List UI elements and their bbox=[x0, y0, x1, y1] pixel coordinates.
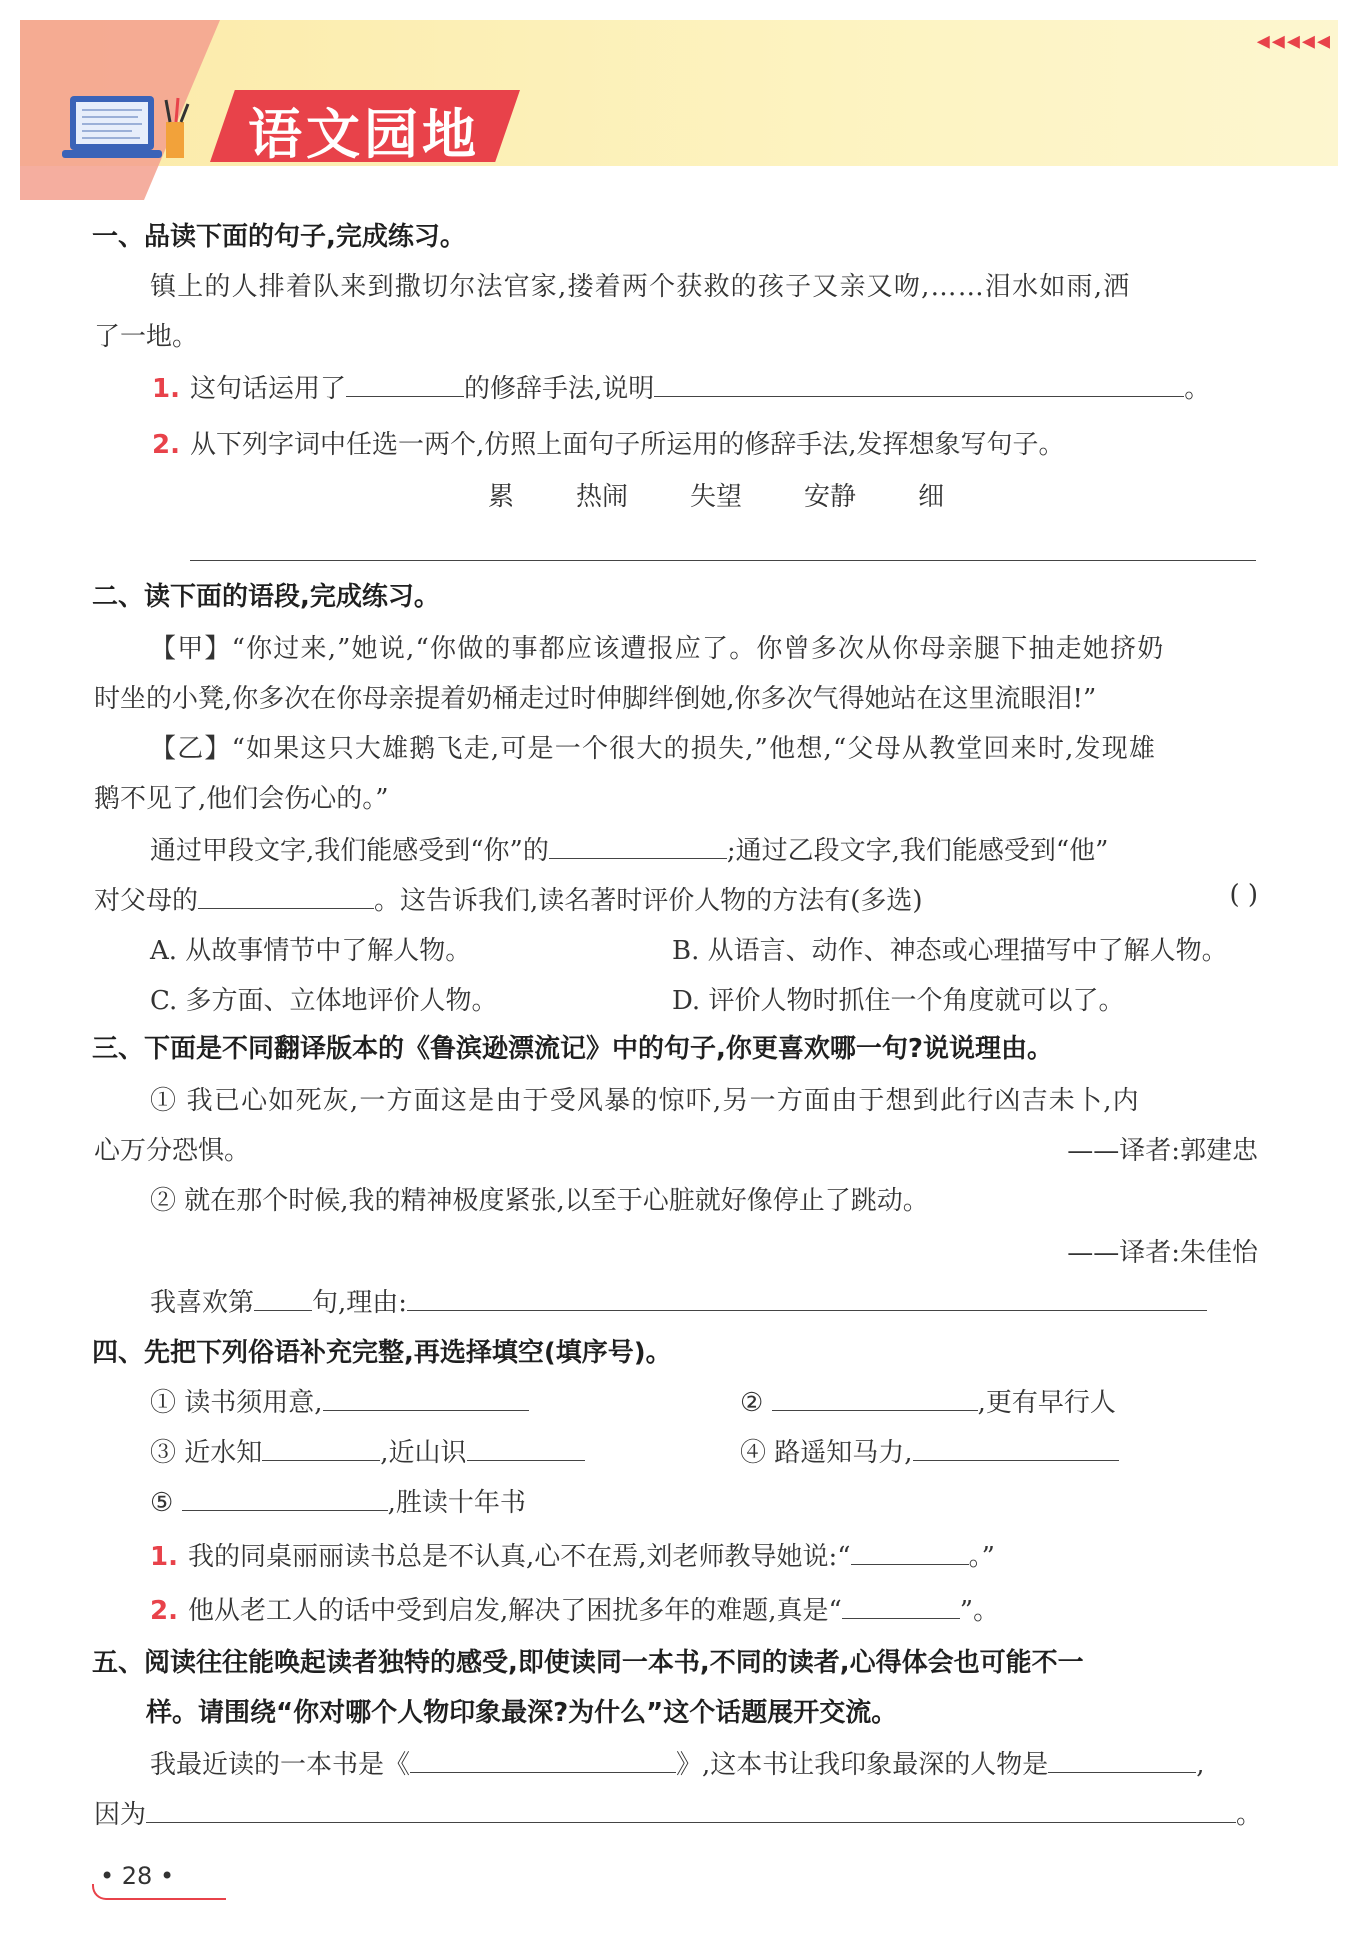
option-a[interactable]: A. 从故事情节中了解人物。 bbox=[150, 936, 472, 966]
s1-question-2: 2. 从下列字词中任选一两个,仿照上面句子所运用的修辞手法,发挥想象写句子。 bbox=[152, 430, 1065, 460]
word-item: 失望 bbox=[690, 482, 743, 512]
option-c[interactable]: C. 多方面、立体地评价人物。 bbox=[150, 986, 498, 1016]
choice-paren[interactable]: ( ) bbox=[1229, 880, 1258, 910]
ni-trait-blank[interactable] bbox=[549, 836, 727, 859]
because-blank[interactable] bbox=[146, 1800, 1236, 1823]
section-5-title-line2: 样。请围绕“你对哪个人物印象最深?为什么”这个话题展开交流。 bbox=[146, 1698, 898, 1728]
s1-question-1: 1. 这句话运用了 的修辞手法,说明 。 bbox=[152, 374, 1211, 404]
reason-blank[interactable] bbox=[407, 1288, 1207, 1311]
page-title: 语文园地 bbox=[248, 103, 480, 166]
page-number: • 28 • bbox=[100, 1862, 175, 1890]
character-blank[interactable] bbox=[1048, 1750, 1196, 1773]
proverb-1: ① 读书须用意, bbox=[150, 1382, 529, 1419]
section-5-title-line1: 五、阅读往往能唤起读者独特的感受,即使读同一本书,不同的读者,心得体会也可能不一 bbox=[92, 1648, 1084, 1678]
s3-answer: 我喜欢第 句,理由: bbox=[150, 1282, 1207, 1319]
s4-question-2: 2. 他从老工人的话中受到启发,解决了困扰多年的难题,真是“ ”。 bbox=[150, 1596, 1000, 1626]
proverb-2-blank[interactable] bbox=[772, 1388, 978, 1411]
ta-feeling-blank[interactable] bbox=[198, 886, 374, 909]
book-title-blank[interactable] bbox=[410, 1750, 676, 1773]
proverb-3-blank-a[interactable] bbox=[262, 1438, 380, 1461]
s4-question-1: 1. 我的同桌丽丽读书总是不认真,心不在焉,刘老师教导她说:“ 。” bbox=[150, 1542, 995, 1572]
word-item: 累 bbox=[488, 482, 515, 512]
section-2-title: 二、读下面的语段,完成练习。 bbox=[92, 582, 440, 612]
word-item: 细 bbox=[918, 482, 945, 512]
s3-translation-2: ② 就在那个时候,我的精神极度紧张,以至于心脏就好像停止了跳动。 bbox=[150, 1186, 929, 1216]
s4-q1-blank[interactable] bbox=[851, 1542, 969, 1565]
answer-line[interactable] bbox=[190, 560, 1256, 561]
proverb-5-blank[interactable] bbox=[182, 1488, 388, 1511]
s5-answer-line2: 因为 。 bbox=[94, 1800, 1263, 1830]
option-b[interactable]: B. 从语言、动作、神态或心理描写中了解人物。 bbox=[672, 936, 1228, 966]
translator-2: ——译者:朱佳怡 bbox=[1067, 1238, 1258, 1268]
s2-question-line2: 对父母的 。这告诉我们,读名著时评价人物的方法有(多选) bbox=[94, 886, 923, 916]
proverb-4: ④ 路遥知马力, bbox=[740, 1432, 1119, 1469]
word-item: 安静 bbox=[804, 482, 857, 512]
s2-yi-line2: 鹅不见了,他们会伤心的。” bbox=[94, 784, 389, 814]
proverb-1-blank[interactable] bbox=[323, 1388, 529, 1411]
proverb-4-blank[interactable] bbox=[913, 1438, 1119, 1461]
s2-yi-line1: 【乙】“如果这只大雄鹅飞走,可是一个很大的损失,”他想,“父母从教堂回来时,发现雄 bbox=[150, 734, 1157, 764]
s2-jia-line1: 【甲】“你过来,”她说,“你做的事都应该遭报应了。你曾多次从你母亲腿下抽走她挤奶 bbox=[150, 634, 1165, 664]
word-item: 热闹 bbox=[576, 482, 629, 512]
s5-answer-line1: 我最近读的一本书是《 》,这本书让我印象最深的人物是 , bbox=[150, 1750, 1205, 1780]
s2-jia-line2: 时坐的小凳,你多次在你母亲提着奶桶走过时伸脚绊倒她,你多次气得她站在这里流眼泪!” bbox=[94, 684, 1097, 714]
proverb-3: ③ 近水知 ,近山识 bbox=[150, 1432, 585, 1469]
s1-quote-line2: 了一地。 bbox=[94, 322, 199, 352]
laptop-icon bbox=[62, 92, 192, 164]
s3-translation-1-line1: ① 我已心如死灰,一方面这是由于受风暴的惊吓,另一方面由于想到此行凶吉未卜,内 bbox=[150, 1086, 1140, 1116]
explain-blank[interactable] bbox=[654, 374, 1184, 397]
section-3-title: 三、下面是不同翻译版本的《鲁滨逊漂流记》中的句子,你更喜欢哪一句?说说理由。 bbox=[92, 1034, 1053, 1064]
word-list bbox=[488, 476, 1006, 513]
s1-quote-line1: 镇上的人排着队来到撒切尔法官家,搂着两个获救的孩子又亲又吻,……泪水如雨,洒 bbox=[150, 272, 1131, 302]
decorative-arrows-icon: ◂◂◂◂◂ bbox=[1256, 26, 1332, 56]
proverb-5: ⑤ ,胜读十年书 bbox=[150, 1488, 526, 1518]
option-d[interactable]: D. 评价人物时抓住一个角度就可以了。 bbox=[672, 986, 1125, 1016]
proverb-3-blank-b[interactable] bbox=[467, 1438, 585, 1461]
s2-question-line1: 通过甲段文字,我们能感受到“你”的 ;通过乙段文字,我们能感受到“他” bbox=[150, 836, 1109, 866]
translator-1: ——译者:郭建忠 bbox=[1067, 1136, 1258, 1166]
page-number-decoration bbox=[92, 1884, 226, 1900]
section-1-title: 一、品读下面的句子,完成练习。 bbox=[92, 222, 466, 252]
section-4-title: 四、先把下列俗语补充完整,再选择填空(填序号)。 bbox=[92, 1338, 672, 1368]
s3-translation-1-line2: 心万分恐惧。 bbox=[94, 1136, 251, 1166]
s4-q2-blank[interactable] bbox=[842, 1596, 960, 1619]
sentence-choice-blank[interactable] bbox=[254, 1288, 312, 1311]
proverb-2: ② ,更有早行人 bbox=[740, 1388, 1116, 1418]
rhetoric-blank[interactable] bbox=[346, 374, 464, 397]
